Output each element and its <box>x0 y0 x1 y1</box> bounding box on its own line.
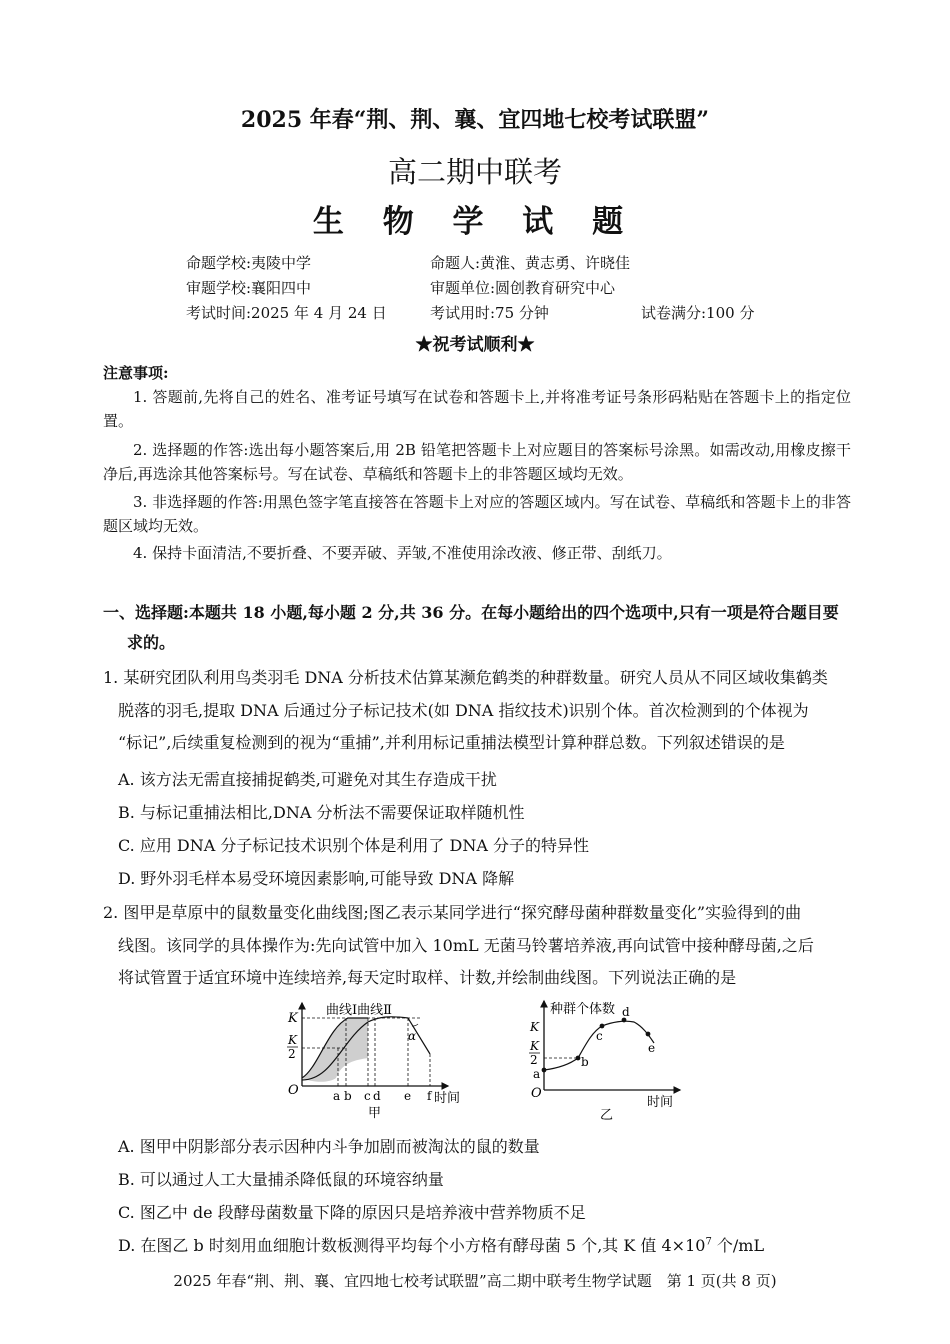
question-1-stem <box>103 662 858 760</box>
question-1-line: “标记”,后续重复检测到的视为“重捕”,并利用标记重捕法模型计算种群总数。下列叙述错误的是 <box>118 733 785 752</box>
notice-item: 4. 保持卡面清洁,不要折叠、不要弄破、弄皱,不准使用涂改液、修正带、刮纸刀。 <box>133 544 672 562</box>
figure-yi-y-k: K <box>530 1020 539 1034</box>
figure-jia-tick-b: b <box>344 1089 352 1103</box>
figure-yi-point-a: a <box>533 1067 541 1081</box>
question-1-option-a: A. 该方法无需直接捕捉鹤类,可避免对其生存造成干扰 <box>118 770 497 789</box>
notice-heading: 注意事项: <box>103 364 169 382</box>
question-2-option-a: A. 图甲中阴影部分表示因种内斗争加剧而被淘汰的鼠的数量 <box>118 1137 540 1156</box>
figure-yi-caption: 乙 <box>600 1108 614 1122</box>
figure-yi-point-b: b <box>581 1055 589 1069</box>
question-2-line: 线图。该同学的具体操作为:先向试管中加入 10mL 无菌马铃薯培养液,再向试管中接种酵母菌,之后 <box>118 935 814 955</box>
question-2-option-d-exponent: 7 <box>705 1236 712 1248</box>
question-2-stem <box>103 897 858 995</box>
notice-item: 3. 非选择题的作答:用黑色签字笔直接答在答题卡上对应的答题区域内。写在试卷、草稿纸和答题卡上的非答题区域均无效。 <box>103 493 851 535</box>
exam-date: 考试时间:2025 年 4 月 24 日 <box>186 304 387 322</box>
exam-subtitle: 高二期中联考 <box>387 155 562 189</box>
figure-jia-curve-labels: 曲线Ⅰ曲线Ⅱ <box>326 1003 392 1018</box>
figure-jia-origin: O <box>288 1083 299 1098</box>
figure-jia-x-label: 时间 <box>434 1091 461 1106</box>
section-heading-line2: 求的。 <box>127 633 176 652</box>
figure-jia-caption: 甲 <box>368 1106 382 1120</box>
figure-jia-y-k2-num: K <box>288 1033 297 1047</box>
figure-jia-y-k: K <box>288 1011 298 1026</box>
question-1-option-c: C. 应用 DNA 分子标记技术识别个体是利用了 DNA 分子的特异性 <box>118 836 589 855</box>
figure-yi-point-d: d <box>622 1005 630 1019</box>
figure-jia-tick-f: f <box>427 1089 432 1103</box>
question-2-option-c: C. 图乙中 de 段酵母菌数量下降的原因只是培养液中营养物质不足 <box>118 1203 586 1222</box>
notice-item: 1. 答题前,先将自己的姓名、准考证号填写在试卷和答题卡上,并将准考证号条形码粘贴在答题卡上的指定位置。 <box>103 388 851 430</box>
full-score: 试卷满分:100 分 <box>641 304 755 322</box>
question-2-option-d <box>118 1233 764 1256</box>
figure-yi-point-e: e <box>648 1041 656 1055</box>
figure-jia <box>280 998 480 1120</box>
review-school: 审题学校:襄阳四中 <box>186 279 312 297</box>
figure-jia-tick-e: e <box>404 1089 412 1103</box>
question-2-option-b: B. 可以通过人工大量捕杀降低鼠的环境容纳量 <box>118 1170 444 1189</box>
exam-duration: 考试用时:75 分钟 <box>430 304 549 322</box>
good-luck-banner: ★祝考试顺利★ <box>415 335 535 355</box>
figure-jia-tick-d: d <box>373 1089 381 1103</box>
review-unit: 审题单位:圆创教育研究中心 <box>430 279 616 297</box>
question-1-line: 1. 某研究团队利用鸟类羽毛 DNA 分析技术估算某濒危鹤类的种群数量。研究人员从不同区域收集鹤类 <box>103 668 828 687</box>
question-1-option-d: D. 野外羽毛样本易受环境因素影响,可能导致 DNA 降解 <box>118 869 515 888</box>
figure-jia-alpha: α <box>408 1029 417 1043</box>
figure-yi-origin: O <box>531 1086 542 1101</box>
question-2-option-d-unit: 个/mL <box>711 1236 765 1255</box>
figure-yi-y-k2-num: K <box>530 1039 539 1053</box>
question-2-line: 将试管置于适宜环境中连续培养,每天定时取样、计数,并绘制曲线图。下列说法正确的是 <box>118 968 737 987</box>
figure-yi-y-label: 种群个体数 <box>550 1002 616 1017</box>
page-footer: 2025 年春“荆、荆、襄、宜四地七校考试联盟”高二期中联考生物学试题 第 1 页(共 8 页) <box>173 1272 777 1290</box>
setting-school: 命题学校:夷陵中学 <box>186 254 312 272</box>
figure-yi-x-label: 时间 <box>647 1095 674 1110</box>
question-1-line: 脱落的羽毛,提取 DNA 后通过分子标记技术(如 DNA 指纹技术)识别个体。首次检测到的个体视为 <box>118 700 809 720</box>
figure-yi-point-c: c <box>596 1029 603 1043</box>
question-1-option-b: B. 与标记重捕法相比,DNA 分析法不需要保证取样随机性 <box>118 803 525 822</box>
figure-jia-tick-a: a <box>333 1089 341 1103</box>
figure-jia-y-k2-den: 2 <box>288 1047 296 1061</box>
figure-jia-tick-c: c <box>364 1089 371 1103</box>
subject-title: 生 物 学 试 题 <box>312 204 638 240</box>
section-heading-line1: 一、选择题:本题共 18 小题,每小题 2 分,共 36 分。在每小题给出的四个选项中,只有一项是符合题目要 <box>103 603 839 622</box>
notice-item: 2. 选择题的作答:选出每小题答案后,用 2B 铅笔把答题卡上对应题目的答案标号涂黑。如需改动,用橡皮擦干净后,再选涂其他答案标号。写在试卷、草稿纸和答题卡上的非答题区域均无效。 <box>103 441 851 483</box>
question-2-option-d-main: D. 在图乙 b 时刻用血细胞计数板测得平均每个小方格有酵母菌 5 个,其 K 值 4×10 <box>118 1236 706 1255</box>
figure-yi-y-k2-den: 2 <box>530 1053 538 1067</box>
figure-yi <box>520 998 690 1122</box>
exam-union-title: 2025 年春“荆、荆、襄、宜四地七校考试联盟” <box>240 107 710 133</box>
question-2-line: 2. 图甲是草原中的鼠数量变化曲线图;图乙表示某同学进行“探究酵母菌种群数量变化”实验得到的曲 <box>103 903 802 922</box>
setting-authors: 命题人:黄淮、黄志勇、许晓佳 <box>430 254 631 272</box>
section-heading <box>103 598 858 658</box>
